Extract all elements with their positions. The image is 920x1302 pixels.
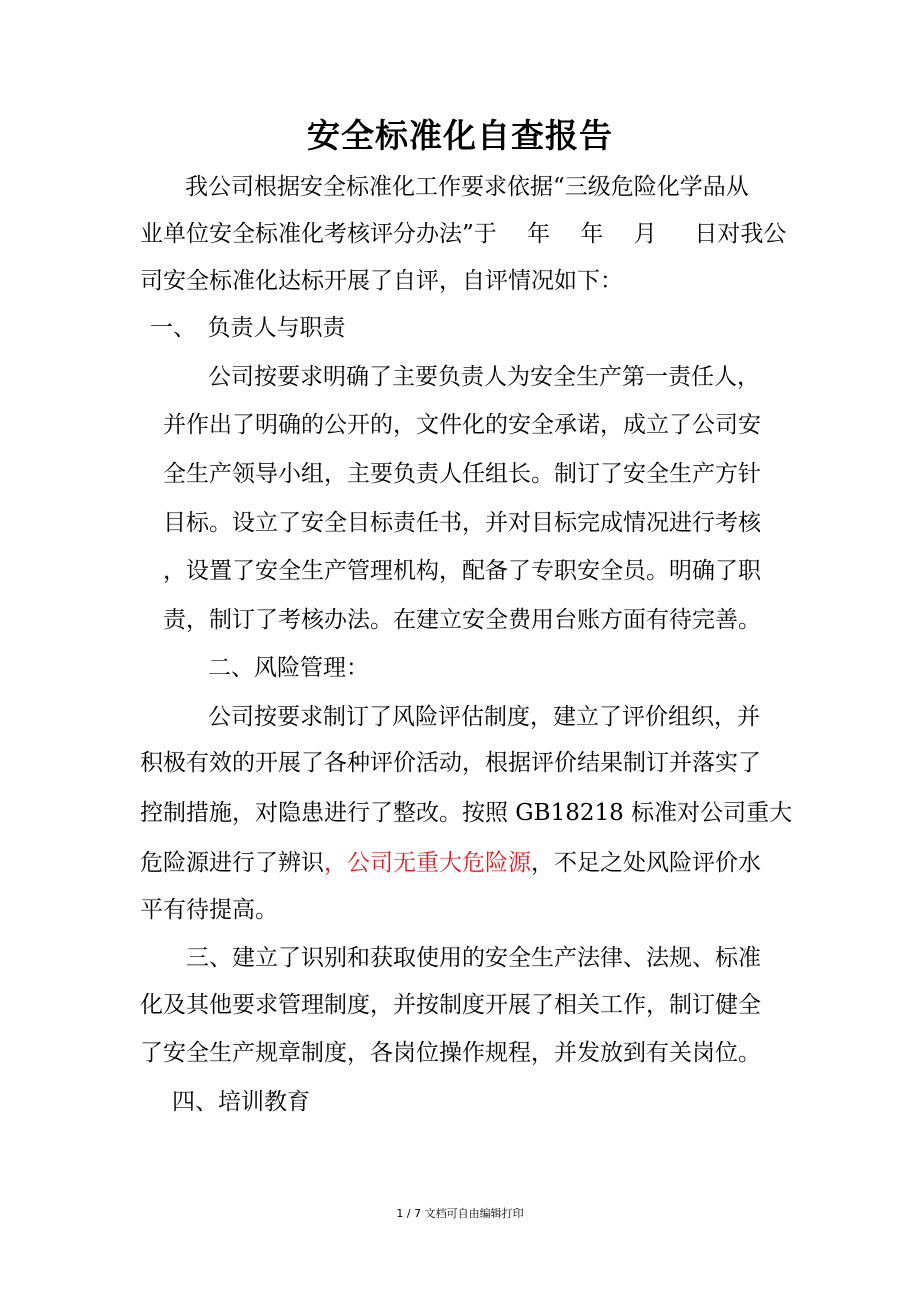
- section-1-line-3: 全生产领导小组，主要负责人任组长。制订了安全生产方针: [163, 461, 761, 487]
- section-1-line-6: 责，制订了考核办法。在建立安全费用台账方面有待完善。: [163, 607, 761, 633]
- section-2-line-4-rest: ，不足之处风险评价水: [531, 850, 761, 876]
- page-title: 安全标准化自查报告: [307, 116, 613, 155]
- section-3-line-1: 三、建立了识别和获取使用的安全生产法律、法规、标准: [186, 945, 761, 971]
- section-1-line-4: 目标。设立了安全目标责任书，并对目标完成情况进行考核: [163, 510, 761, 536]
- intro-line-2: 业单位安全标准化考核评分办法”于 年 年 月 日对我公: [140, 221, 787, 247]
- section-1-line-2: 并作出了明确的公开的，文件化的安全承诺，成立了公司安: [163, 412, 761, 438]
- section-2-line-2: 积极有效的开展了各种评价活动，根据评价结果制订并落实了: [140, 750, 761, 776]
- section-1-heading: 一、 负责人与职责: [150, 315, 346, 341]
- intro-line-1: 我公司根据安全标准化工作要求依据“三级危险化学品从: [185, 174, 749, 200]
- section-2-line-1: 公司按要求制订了风险评估制度，建立了评价组织，并: [208, 704, 760, 730]
- section-4-heading: 四、培训教育: [172, 1089, 310, 1115]
- section-3-line-3: 了安全生产规章制度，各岗位操作规程，并发放到有关岗位。: [140, 1040, 761, 1066]
- section-2-line-4-text: 危险源进行了辨识: [140, 850, 324, 876]
- section-2-line-4: [140, 846, 761, 880]
- section-2-heading: 二、风险管理：: [208, 655, 369, 681]
- intro-line-3: 司安全标准化达标开展了自评，自评情况如下：: [140, 268, 623, 294]
- page-footer: 1 / 7 文档可自由编辑打印: [396, 1207, 524, 1220]
- section-2-line-3: 控制措施，对隐患进行了整改。按照 GB18218 标准对公司重大: [140, 800, 793, 826]
- section-2-line-5: 平有待提高。: [140, 897, 278, 923]
- section-3-line-2: 化及其他要求管理制度，并按制度开展了相关工作，制订健全: [140, 992, 761, 1018]
- highlight-no-major-hazard: ，公司无重大危险源: [324, 850, 531, 876]
- section-1-line-1: 公司按要求明确了主要负责人为安全生产第一责任人，: [208, 364, 760, 390]
- section-1-line-5: ，设置了安全生产管理机构，配备了专职安全员。明确了职: [163, 558, 761, 584]
